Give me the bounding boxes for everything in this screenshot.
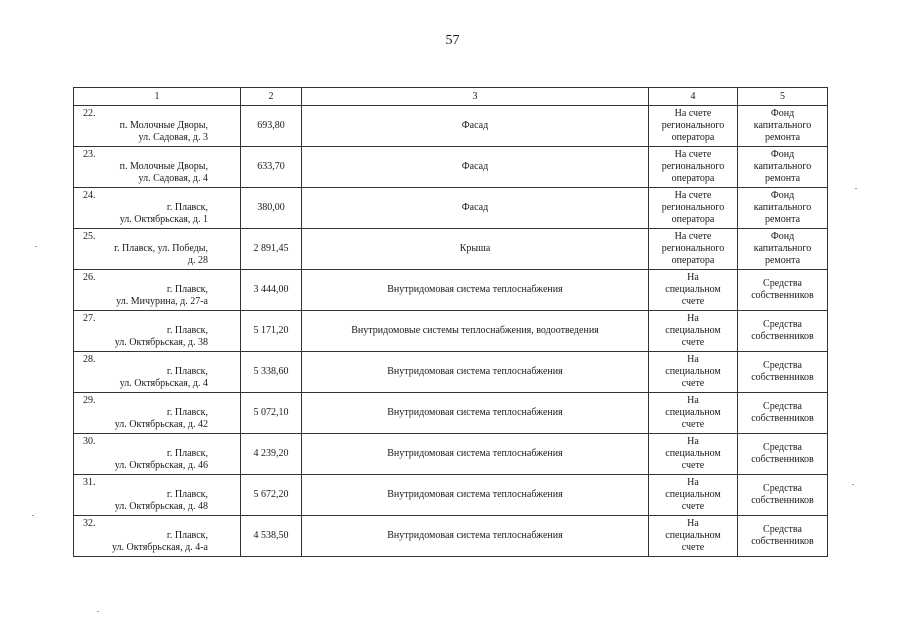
- funding-cell: [738, 188, 828, 229]
- funding-line: собственников: [751, 454, 814, 465]
- header-col-4: 4: [649, 88, 738, 106]
- account-line: специальном: [665, 489, 721, 500]
- area-cell: 633,70: [241, 147, 302, 188]
- row-number: 24.: [83, 189, 96, 201]
- address-line-2: ул. Садовая, д. 3: [138, 132, 208, 144]
- address-text: [83, 489, 208, 513]
- address-line-2: ул. Октябрьская, д. 48: [114, 501, 208, 513]
- address-line-2: ул. Мичурина, д. 27-а: [116, 296, 208, 308]
- account-line: счете: [681, 337, 705, 348]
- address-text: [83, 284, 208, 308]
- funding-line: Средства: [763, 524, 802, 535]
- funding-line: Средства: [763, 483, 802, 494]
- address-text: [83, 120, 208, 144]
- address-line-1: п. Молочные Дворы,: [119, 161, 208, 173]
- area-cell: 693,80: [241, 106, 302, 147]
- account-cell: [649, 352, 738, 393]
- address-line-1: г. Плавск, ул. Победы,: [114, 243, 208, 255]
- address-text: [83, 530, 208, 554]
- account-cell: [649, 393, 738, 434]
- funding-line: Средства: [763, 360, 802, 371]
- table-row: [74, 516, 828, 557]
- account-line: оператора: [671, 255, 715, 266]
- address-text: [83, 366, 208, 390]
- funding-line: собственников: [751, 331, 814, 342]
- row-number: 28.: [83, 353, 96, 365]
- address-line-1: г. Плавск,: [166, 489, 208, 501]
- address-cell: [74, 229, 241, 270]
- work-type-cell: Крыша: [302, 229, 649, 270]
- address-cell: [74, 434, 241, 475]
- work-type-cell: Внутридомовая система теплоснабжения: [302, 270, 649, 311]
- account-cell: [649, 188, 738, 229]
- account-cell: [649, 270, 738, 311]
- account-line: На счете: [674, 190, 712, 201]
- account-line: счете: [681, 378, 705, 389]
- funding-line: Фонд: [770, 231, 795, 242]
- header-col-5: 5: [738, 88, 828, 106]
- row-number: 22.: [83, 107, 96, 119]
- funding-cell: [738, 229, 828, 270]
- account-line: регионального: [661, 120, 725, 131]
- funding-cell: [738, 352, 828, 393]
- repair-table: [73, 87, 828, 557]
- funding-line: Средства: [763, 401, 802, 412]
- address-line-2: ул. Октябрьская, д. 46: [114, 460, 208, 472]
- account-line: На: [687, 477, 699, 488]
- area-cell: 4 538,50: [241, 516, 302, 557]
- address-line-2: ул. Октябрьская, д. 38: [114, 337, 208, 349]
- funding-line: собственников: [751, 536, 814, 547]
- row-number: 30.: [83, 435, 96, 447]
- address-text: [83, 202, 208, 226]
- address-cell: [74, 393, 241, 434]
- account-line: оператора: [671, 214, 715, 225]
- table-row: [74, 270, 828, 311]
- scan-speck: [855, 188, 857, 189]
- address-cell: [74, 270, 241, 311]
- address-line-1: г. Плавск,: [166, 448, 208, 460]
- work-type-cell: Фасад: [302, 106, 649, 147]
- account-line: счете: [681, 501, 705, 512]
- address-cell: [74, 516, 241, 557]
- account-line: счете: [681, 296, 705, 307]
- account-line: счете: [681, 542, 705, 553]
- scan-speck: [852, 484, 854, 485]
- table-row: [74, 352, 828, 393]
- account-line: На: [687, 518, 699, 529]
- header-col-3: 3: [302, 88, 649, 106]
- funding-line: собственников: [751, 495, 814, 506]
- account-cell: [649, 434, 738, 475]
- area-cell: 380,00: [241, 188, 302, 229]
- funding-line: ремонта: [764, 173, 801, 184]
- row-number: 27.: [83, 312, 96, 324]
- scan-speck: [35, 246, 37, 247]
- work-type-cell: Внутридомовые системы теплоснабжения, водоотведения: [302, 311, 649, 352]
- funding-line: Средства: [763, 442, 802, 453]
- account-line: оператора: [671, 173, 715, 184]
- work-type-cell: Внутридомовая система теплоснабжения: [302, 516, 649, 557]
- address-line-1: г. Плавск,: [166, 407, 208, 419]
- area-cell: 5 171,20: [241, 311, 302, 352]
- header-col-1: 1: [74, 88, 241, 106]
- funding-cell: [738, 393, 828, 434]
- account-line: На счете: [674, 108, 712, 119]
- account-line: На: [687, 313, 699, 324]
- account-line: оператора: [671, 132, 715, 143]
- address-line-1: г. Плавск,: [166, 325, 208, 337]
- account-line: регионального: [661, 243, 725, 254]
- account-line: специальном: [665, 284, 721, 295]
- account-line: счете: [681, 460, 705, 471]
- table-row: [74, 475, 828, 516]
- account-line: На: [687, 354, 699, 365]
- funding-cell: [738, 475, 828, 516]
- address-line-1: г. Плавск,: [166, 202, 208, 214]
- address-text: [83, 161, 208, 185]
- account-cell: [649, 106, 738, 147]
- address-line-2: ул. Октябрьская, д. 4-а: [111, 542, 208, 554]
- address-line-1: г. Плавск,: [166, 284, 208, 296]
- address-cell: [74, 475, 241, 516]
- funding-line: Средства: [763, 278, 802, 289]
- account-line: специальном: [665, 366, 721, 377]
- page-number: 57: [445, 33, 460, 48]
- funding-line: ремонта: [764, 214, 801, 225]
- area-cell: 3 444,00: [241, 270, 302, 311]
- account-cell: [649, 311, 738, 352]
- address-cell: [74, 106, 241, 147]
- account-line: специальном: [665, 325, 721, 336]
- row-number: 25.: [83, 230, 96, 242]
- row-number: 31.: [83, 476, 96, 488]
- account-line: На: [687, 272, 699, 283]
- work-type-cell: Внутридомовая система теплоснабжения: [302, 475, 649, 516]
- funding-line: ремонта: [764, 132, 801, 143]
- funding-cell: [738, 434, 828, 475]
- table-row: [74, 106, 828, 147]
- address-text: [83, 407, 208, 431]
- account-line: На счете: [674, 149, 712, 160]
- area-cell: 2 891,45: [241, 229, 302, 270]
- funding-line: Фонд: [770, 108, 795, 119]
- table-body: [74, 106, 828, 557]
- address-line-1: г. Плавск,: [166, 530, 208, 542]
- account-cell: [649, 475, 738, 516]
- account-line: специальном: [665, 530, 721, 541]
- table-row: [74, 434, 828, 475]
- funding-line: капитального: [753, 120, 812, 131]
- table-row: [74, 188, 828, 229]
- address-line-2: ул. Октябрьская, д. 42: [114, 419, 208, 431]
- address-text: [83, 325, 208, 349]
- funding-line: Фонд: [770, 190, 795, 201]
- address-line-2: ул. Октябрьская, д. 1: [119, 214, 208, 226]
- address-line-2: ул. Октябрьская, д. 4: [119, 378, 208, 390]
- work-type-cell: Фасад: [302, 147, 649, 188]
- header-col-2: 2: [241, 88, 302, 106]
- funding-line: капитального: [753, 243, 812, 254]
- area-cell: 5 072,10: [241, 393, 302, 434]
- table-row: [74, 229, 828, 270]
- funding-line: капитального: [753, 202, 812, 213]
- work-type-cell: Внутридомовая система теплоснабжения: [302, 393, 649, 434]
- address-line-2: ул. Садовая, д. 4: [138, 173, 208, 185]
- account-line: регионального: [661, 202, 725, 213]
- work-type-cell: Внутридомовая система теплоснабжения: [302, 434, 649, 475]
- account-line: специальном: [665, 448, 721, 459]
- area-cell: 5 672,20: [241, 475, 302, 516]
- table-row: [74, 311, 828, 352]
- row-number: 26.: [83, 271, 96, 283]
- funding-line: собственников: [751, 413, 814, 424]
- address-cell: [74, 311, 241, 352]
- account-cell: [649, 229, 738, 270]
- funding-line: Средства: [763, 319, 802, 330]
- work-type-cell: Внутридомовая система теплоснабжения: [302, 352, 649, 393]
- address-cell: [74, 352, 241, 393]
- account-line: На: [687, 395, 699, 406]
- funding-cell: [738, 106, 828, 147]
- row-number: 23.: [83, 148, 96, 160]
- funding-line: Фонд: [770, 149, 795, 160]
- funding-cell: [738, 311, 828, 352]
- address-cell: [74, 147, 241, 188]
- address-text: [83, 243, 208, 267]
- account-line: специальном: [665, 407, 721, 418]
- account-line: На: [687, 436, 699, 447]
- account-cell: [649, 147, 738, 188]
- address-cell: [74, 188, 241, 229]
- table-row: [74, 147, 828, 188]
- funding-line: собственников: [751, 290, 814, 301]
- address-line-2: д. 28: [187, 255, 208, 267]
- account-line: На счете: [674, 231, 712, 242]
- address-line-1: п. Молочные Дворы,: [119, 120, 208, 132]
- funding-line: капитального: [753, 161, 812, 172]
- funding-cell: [738, 270, 828, 311]
- account-line: регионального: [661, 161, 725, 172]
- area-cell: 4 239,20: [241, 434, 302, 475]
- funding-cell: [738, 516, 828, 557]
- work-type-cell: Фасад: [302, 188, 649, 229]
- scan-speck: [32, 515, 34, 516]
- table-row: [74, 393, 828, 434]
- row-number: 29.: [83, 394, 96, 406]
- funding-line: ремонта: [764, 255, 801, 266]
- scan-speck: [97, 611, 99, 612]
- address-text: [83, 448, 208, 472]
- funding-line: собственников: [751, 372, 814, 383]
- address-line-1: г. Плавск,: [166, 366, 208, 378]
- account-cell: [649, 516, 738, 557]
- area-cell: 5 338,60: [241, 352, 302, 393]
- account-line: счете: [681, 419, 705, 430]
- funding-cell: [738, 147, 828, 188]
- row-number: 32.: [83, 517, 96, 529]
- header-row: [74, 88, 828, 106]
